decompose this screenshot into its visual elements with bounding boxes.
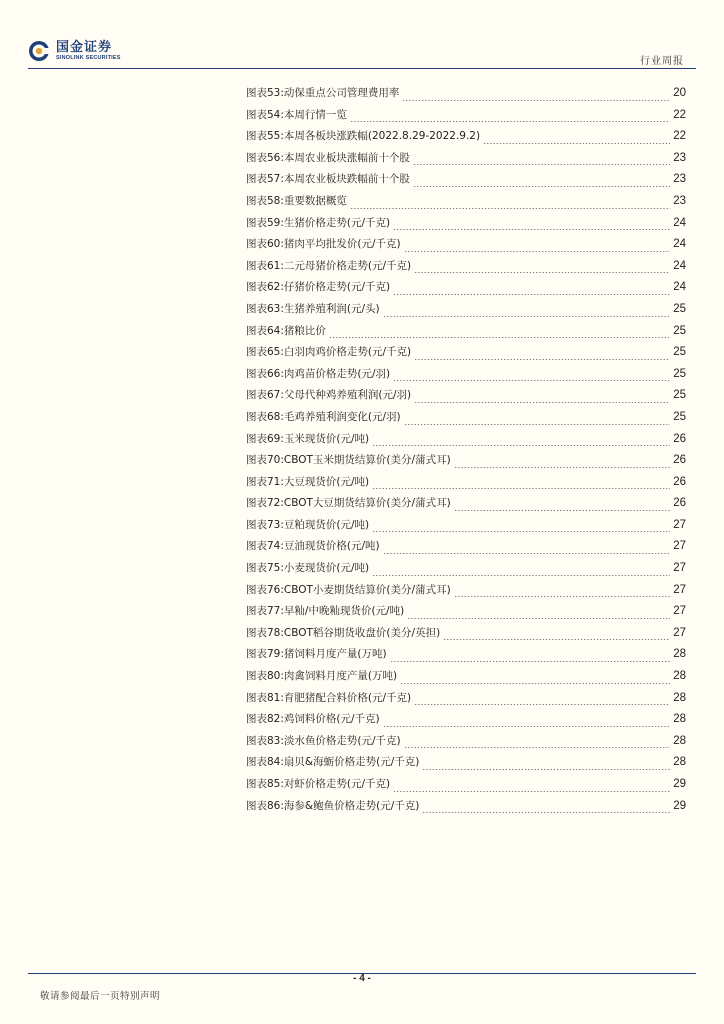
toc-entry[interactable] [246, 171, 686, 193]
figure-title: 肉禽饲料月度产量(万吨) [283, 670, 398, 683]
page-reference: 25 [673, 324, 686, 337]
toc-entry[interactable] [246, 409, 686, 431]
figure-title: 本周行情一览 [283, 108, 347, 121]
dot-leader [413, 164, 670, 165]
dot-leader [422, 812, 670, 813]
figure-number: 图表76: [246, 583, 284, 596]
toc-entry[interactable] [246, 323, 686, 345]
dot-leader [383, 553, 671, 554]
page-reference: 27 [673, 583, 686, 596]
page-reference: 28 [673, 648, 686, 661]
page-reference: 22 [673, 130, 686, 143]
toc-entry[interactable] [246, 538, 686, 560]
page-reference: 25 [673, 346, 686, 359]
figure-title: CBOT小麦期货结算价(美分/蒲式耳) [283, 583, 451, 596]
dot-leader [402, 100, 670, 101]
dot-leader [329, 337, 670, 338]
figure-index-list [246, 85, 686, 819]
figure-number: 图表66: [246, 367, 284, 380]
page-reference: 28 [673, 756, 686, 769]
page-reference: 26 [673, 454, 686, 467]
figure-number: 图表81: [246, 691, 284, 704]
toc-entry[interactable] [246, 690, 686, 712]
figure-title: 鸡饲料价格(元/千克) [283, 713, 380, 726]
figure-title: 毛鸡养殖利润变化(元/羽) [283, 410, 401, 423]
company-logo [28, 40, 121, 62]
page-reference: 23 [673, 194, 686, 207]
figure-number: 图表84: [246, 756, 284, 769]
dot-leader [414, 359, 670, 360]
page-reference: 29 [673, 778, 686, 790]
dot-leader [383, 726, 671, 727]
toc-entry[interactable] [246, 279, 686, 301]
figure-title: CBOT玉米期货结算价(美分/蒲式耳) [283, 454, 451, 467]
page-reference: 22 [673, 108, 686, 121]
figure-title: 猪肉平均批发价(元/千克) [283, 238, 401, 251]
toc-entry[interactable] [246, 733, 686, 755]
figure-number: 图表79: [246, 648, 284, 661]
figure-number: 图表65: [246, 346, 284, 359]
dot-leader [404, 747, 671, 748]
toc-entry[interactable] [246, 301, 686, 323]
toc-entry[interactable] [246, 344, 686, 366]
page-reference: 24 [673, 281, 686, 294]
toc-entry[interactable] [246, 754, 686, 776]
figure-title: 育肥猪配合料价格(元/千克) [283, 691, 412, 704]
page-reference: 27 [673, 540, 686, 553]
dot-leader [414, 402, 670, 403]
figure-number: 图表83: [246, 734, 284, 747]
disclaimer-note: 敬请参阅最后一页特别声明 [40, 991, 161, 1002]
dot-leader [350, 208, 670, 209]
toc-entry[interactable] [246, 452, 686, 474]
toc-entry[interactable] [246, 776, 686, 798]
toc-entry[interactable] [246, 107, 686, 129]
toc-entry[interactable] [246, 150, 686, 172]
toc-entry[interactable] [246, 625, 686, 647]
sinolink-logo-icon [28, 40, 50, 62]
toc-entry[interactable] [246, 85, 686, 107]
figure-title: 豆油现货价格(元/吨) [283, 540, 380, 553]
dot-leader [454, 467, 671, 468]
dot-leader [443, 639, 670, 640]
toc-entry[interactable] [246, 128, 686, 150]
toc-entry[interactable] [246, 258, 686, 280]
figure-number: 图表86: [246, 799, 284, 812]
page-reference: 24 [673, 238, 686, 251]
page-reference: 27 [673, 605, 686, 618]
page-reference: 23 [673, 173, 686, 186]
dot-leader [404, 424, 671, 425]
figure-number: 图表61: [246, 259, 284, 272]
page-reference: 25 [673, 302, 686, 315]
figure-title: 猪饲料月度产量(万吨) [283, 648, 387, 661]
toc-entry[interactable] [246, 517, 686, 539]
toc-entry[interactable] [246, 582, 686, 604]
page-reference: 28 [673, 691, 686, 704]
page-reference: 28 [673, 670, 686, 683]
dot-leader [404, 251, 671, 252]
figure-number: 图表68: [246, 410, 284, 423]
dot-leader [372, 488, 670, 489]
page-header [0, 0, 724, 72]
toc-entry[interactable] [246, 495, 686, 517]
figure-number: 图表72: [246, 497, 284, 510]
figure-title: 早籼/中晚籼现货价(元/吨) [283, 605, 405, 618]
figure-title: 本周农业板块跌幅前十个股 [283, 173, 410, 186]
page-reference: 23 [673, 151, 686, 164]
header-divider [28, 68, 696, 69]
figure-title: 生猪养殖利润(元/头) [283, 302, 380, 315]
figure-number: 图表74: [246, 540, 284, 553]
dot-leader [400, 683, 670, 684]
dot-leader [372, 575, 670, 576]
dot-leader [393, 229, 670, 230]
dot-leader [372, 531, 670, 532]
figure-number: 图表80: [246, 670, 284, 683]
figure-title: 对虾价格走势(元/千克) [283, 778, 391, 790]
figure-title: 白羽肉鸡价格走势(元/千克) [283, 346, 412, 359]
figure-number: 图表57: [246, 173, 284, 186]
figure-number: 图表55: [246, 130, 284, 143]
figure-title: 本周农业板块涨幅前十个股 [283, 151, 410, 164]
toc-entry[interactable] [246, 366, 686, 388]
figure-title: 扇贝&海蛎价格走势(元/千克) [283, 756, 420, 769]
toc-entry[interactable] [246, 711, 686, 733]
dot-leader [393, 380, 670, 381]
figure-title: 肉鸡苗价格走势(元/羽) [283, 367, 391, 380]
figure-number: 图表58: [246, 194, 284, 207]
toc-entry[interactable] [246, 798, 686, 820]
figure-title: 仔猪价格走势(元/千克) [283, 281, 391, 294]
page-reference: 27 [673, 562, 686, 575]
figure-number: 图表85: [246, 778, 284, 790]
dot-leader [414, 272, 670, 273]
figure-number: 图表67: [246, 389, 284, 402]
page-reference: 28 [673, 734, 686, 747]
page-reference: 25 [673, 389, 686, 402]
figure-number: 图表62: [246, 281, 284, 294]
page-reference: 24 [673, 216, 686, 229]
figure-number: 图表71: [246, 475, 284, 488]
page-reference: 28 [673, 713, 686, 726]
dot-leader [372, 445, 670, 446]
page-reference: 24 [673, 259, 686, 272]
figure-title: CBOT稻谷期货收盘价(美分/英担) [283, 626, 441, 639]
logo-chinese-name: 国金证券 [56, 39, 113, 55]
figure-title: 大豆现货价(元/吨) [283, 475, 370, 488]
figure-number: 图表54: [246, 108, 284, 121]
toc-entry[interactable] [246, 431, 686, 453]
figure-number: 图表70: [246, 454, 284, 467]
figure-number: 图表73: [246, 518, 284, 531]
toc-entry[interactable] [246, 668, 686, 690]
dot-leader [390, 661, 671, 662]
figure-title: 豆粕现货价(元/吨) [283, 518, 370, 531]
toc-entry[interactable] [246, 603, 686, 625]
toc-entry[interactable] [246, 387, 686, 409]
toc-entry[interactable] [246, 193, 686, 215]
page-reference: 26 [673, 432, 686, 445]
figure-number: 图表75: [246, 562, 284, 575]
dot-leader [414, 704, 670, 705]
figure-title: 动保重点公司管理费用率 [283, 87, 400, 99]
page-reference: 25 [673, 367, 686, 380]
toc-entry[interactable] [246, 474, 686, 496]
page-reference: 26 [673, 475, 686, 488]
dot-leader [393, 294, 670, 295]
page-reference: 27 [673, 518, 686, 531]
figure-title: 猪粮比价 [283, 324, 326, 337]
figure-number: 图表60: [246, 238, 284, 251]
figure-number: 图表78: [246, 626, 284, 639]
figure-number: 图表53: [246, 87, 284, 99]
figure-title: 重要数据概览 [283, 194, 347, 207]
dot-leader [407, 618, 670, 619]
dot-leader [454, 510, 671, 511]
dot-leader [483, 143, 670, 144]
figure-title: 海参&鲍鱼价格走势(元/千克) [283, 799, 420, 812]
figure-title: 二元母猪价格走势(元/千克) [283, 259, 412, 272]
dot-leader [454, 596, 671, 597]
figure-number: 图表69: [246, 432, 284, 445]
figure-number: 图表56: [246, 151, 284, 164]
figure-title: 父母代种鸡养殖利润(元/羽) [283, 389, 412, 402]
toc-entry[interactable] [246, 646, 686, 668]
figure-title: 玉米现货价(元/吨) [283, 432, 370, 445]
figure-number: 图表82: [246, 713, 284, 726]
figure-number: 图表77: [246, 605, 284, 618]
figure-number: 图表59: [246, 216, 284, 229]
figure-title: 生猪价格走势(元/千克) [283, 216, 391, 229]
report-type: 行业周报 [640, 56, 684, 67]
dot-leader [393, 791, 670, 792]
page-reference: 20 [673, 87, 686, 99]
figure-title: 小麦现货价(元/吨) [283, 562, 370, 575]
dot-leader [350, 121, 670, 122]
figure-title: CBOT大豆期货结算价(美分/蒲式耳) [283, 497, 451, 510]
page-number: - 4 - [353, 973, 371, 984]
page-reference: 29 [673, 799, 686, 812]
toc-entry[interactable] [246, 560, 686, 582]
page-reference: 25 [673, 410, 686, 423]
dot-leader [413, 186, 670, 187]
figure-number: 图表64: [246, 324, 284, 337]
figure-title: 淡水鱼价格走势(元/千克) [283, 734, 401, 747]
page-reference: 26 [673, 497, 686, 510]
toc-entry[interactable] [246, 215, 686, 237]
dot-leader [383, 316, 671, 317]
page-reference: 27 [673, 626, 686, 639]
logo-english-name: SINOLINK SECURITIES [56, 54, 121, 61]
figure-number: 图表63: [246, 302, 284, 315]
figure-title: 本周各板块涨跌幅(2022.8.29-2022.9.2) [283, 130, 481, 143]
toc-entry[interactable] [246, 236, 686, 258]
dot-leader [422, 769, 670, 770]
